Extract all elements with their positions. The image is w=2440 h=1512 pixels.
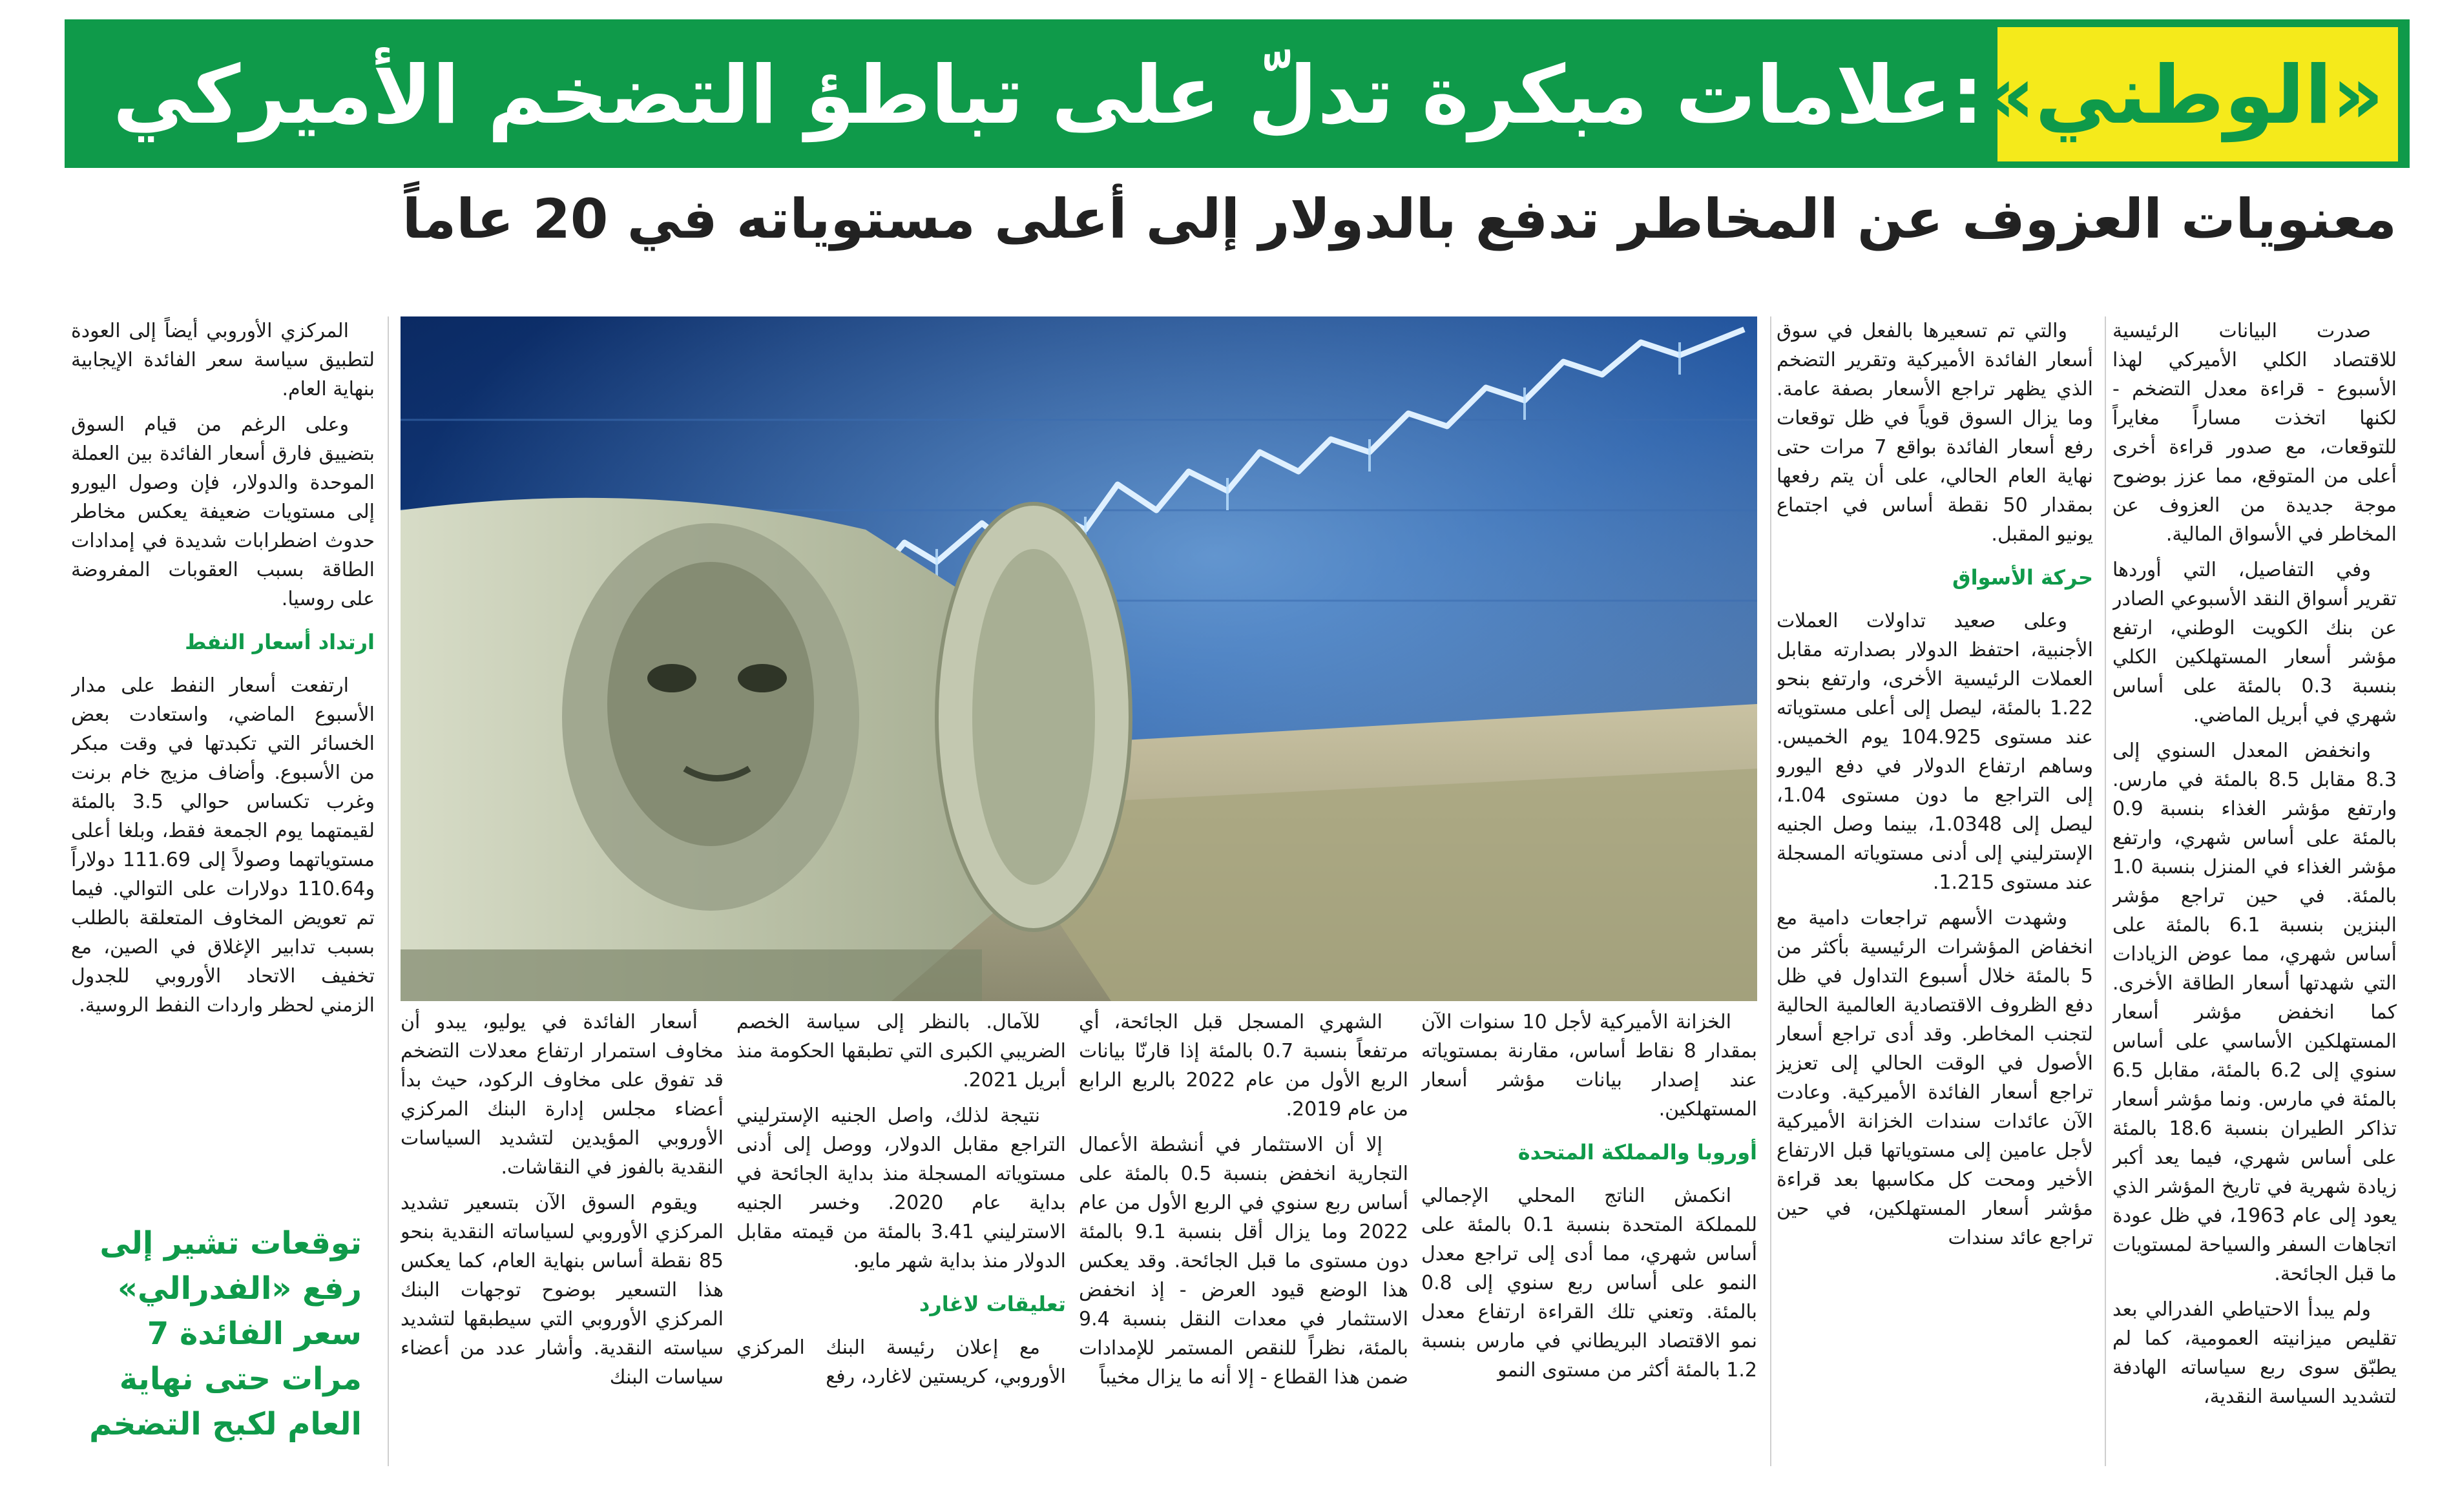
paragraph: وعلى الرغم من قيام السوق بتضييق فارق أسعار الفائدة بين العملة الموحدة والدولار، فإن وصول اليورو إلى مستويات ضعيفة يعكس مخاطر حدوث اضطرابات شديدة في إمدادات الطاقة بسبب العقوبات المفروضة على روسيا. [71,413,375,610]
article-column-1 [2112,316,2397,1479]
paragraph: نتيجة لذلك، واصل الجنيه الإسترليني التراجع مقابل الدولار، ووصل إلى أدنى مستوياته المسجلة منذ بداية الجائحة في بداية عام 2020. وخسر الجنيه الاسترليني 3.41 بالمئة من قيمته مقابل الدولار منذ بداية شهر مايو. [736,1104,1066,1272]
section-heading-markets: حركة الأسواق [1952,565,2093,590]
article-column-5 [736,1008,1066,1479]
column-divider [388,316,389,1466]
paragraph: مع إعلان رئيسة البنك المركزي الأوروبي، كريستين لاغارد، رفع [736,1336,1066,1388]
article-column-6 [401,1008,724,1479]
section-heading-europe: أوروبا والمملكة المتحدة [1517,1140,1757,1165]
paragraph: الشهري المسجل قبل الجائحة، أي مرتفعاً بنسبة 0.7 بالمئة إذا قارنّا بيانات الربع الأول من عام 2022 بالربع الرابع من عام 2019. [1079,1011,1408,1121]
paragraph: المركزي الأوروبي أيضاً إلى العودة لتطبيق سياسة سعر الفائدة الإيجابية بنهاية العام. [71,320,375,400]
paragraph: ولم يبدأ الاحتياطي الفدرالي بعد تقليص ميزانيته العمومية، كما لم يطبّق سوى ربع سياساته الهادفة لتشديد السياسة النقدية، [2112,1298,2397,1408]
subheadline: معنويات العزوف عن المخاطر تدفع بالدولار إلى أعلى مستوياته في 20 عاماً [402,187,2397,251]
pull-quote: توقعات تشير إلى رفع «الفدرالي» سعر الفائدة 7 مرات حتى نهاية العام لكبح التضخم [89,1225,362,1442]
headline-text: علامات مبكرة تدلّ على تباطؤ التضخم الأميركي [112,49,1952,142]
dollar-chart-illustration [401,316,1757,1001]
article-column-4 [1079,1008,1408,1479]
article-column-3 [1421,1008,1757,1479]
paragraph: الخزانة الأميركية لأجل 10 سنوات الآن بمقدار 8 نقاط أساس، مقارنة بمستوياته عند إصدار بيانات مؤشر أسعار المستهلكين. [1421,1011,1757,1121]
paragraph: وفي التفاصيل، التي أوردها تقرير أسواق النقد الأسبوعي الصادر عن بنك الكويت الوطني، ارتفع مؤشر أسعار المستهلكين الكلي بنسبة 0.3 بالمئة على أساس شهري في أبريل الماضي. [2112,559,2397,727]
headline-separator: : [1951,49,1984,142]
paragraph: وانخفض المعدل السنوي إلى 8.3 مقابل 8.5 بالمئة في مارس. وارتفع مؤشر الغذاء بنسبة 0.9 بالمئة على أساس شهري، وارتفع مؤشر الغذاء في المنزل بنسبة 1.0 بالمئة. في حين تراجع مؤشر البنزين بنسبة 6.1 بالمئة على أساس شهري، مما عوض الزيادات التي شهدتها أسعار الطاقة الأخرى. كما انخفض مؤشر أسعار المستهلكين الأساسي على أساس سنوي إلى 6.2 بالمئة، مقابل 6.5 بالمئة في مارس. ونما مؤشر أسعار تذاكر الطيران بنسبة 18.6 بالمئة على أساس شهري، فيما يعد أكبر زيادة شهرية في تاريخ المؤشر الذي يعود إلى عام 1963، في ظل عودة اتجاهات السفر والسياحة لمستويات ما قبل الجائحة. [2112,740,2397,1285]
column-divider [2105,316,2106,1466]
article-photo [401,316,1757,1001]
paragraph: أسعار الفائدة في يوليو، يبدو أن مخاوف استمرار ارتفاع معدلات التضخم قد تفوق على مخاوف الركود، حيث بدأ أعضاء مجلس إدارة البنك المركزي الأوروبي المؤيدين لتشديد السياسات النقدية بالفوز في النقاشات. [401,1011,724,1179]
paragraph: وعلى صعيد تداولات العملات الأجنبية، احتفظ الدولار بصدارته مقابل العملات الرئيسية الأخرى، وارتفع بنحو 1.22 بالمئة، ليصل إلى أعلى مستوياته عند مستوى 104.925 يوم الخميس. وساهم ارتفاع الدولار في دفع اليورو إلى التراجع ما دون مستوى 1.04، ليصل إلى 1.0348، بينما وصل الجنيه الإسترليني إلى أدنى مستوياته المسجلة عند مستوى 1.215. [1777,610,2093,894]
section-heading-lagarde: تعليقات لاغارد [919,1292,1066,1316]
paragraph: للآمال. بالنظر إلى سياسة الخصم الضريبي الكبرى التي تطبقها الحكومة منذ أبريل 2021. [736,1011,1066,1092]
paragraph: إلا أن الاستثمار في أنشطة الأعمال التجارية انخفض بنسبة 0.5 بالمئة على أساس ربع سنوي في الربع الأول من عام 2022 وما يزال أقل بنسبة 9.1 بالمئة دون مستوى ما قبل الجائحة. وقد يعكس هذا الوضع قيود العرض - إذ انخفض الاستثمار في معدات النقل بنسبة 9.4 بالمئة، نظراً للنقص المستمر للإمدادات ضمن هذا القطاع - إلا أنه ما يزال مخيباً [1079,1134,1408,1389]
section-heading-oil: ارتداد أسعار النفط [185,630,375,654]
paragraph: ارتفعت أسعار النفط على مدار الأسبوع الماضي، واستعادت بعض الخسائر التي تكبدتها في وقت مبكر من الأسبوع. وأضاف مزيج خام برنت وغرب تكساس حوالي 3.5 بالمئة لقيمتهما يوم الجمعة فقط، وبلغا أعلى مستوياتهما وصولاً إلى 111.69 دولاراً و110.64 دولارات على التوالي. فيما تم تعويض المخاوف المتعلقة بالطلب بسبب تدابير الإغلاق في الصين، مع تخفيف الاتحاد الأوروبي للجدول الزمني لحظر واردات النفط الروسية. [71,674,375,1017]
headline-banner [65,19,2410,168]
headline [84,31,2384,160]
article-column-7 [71,316,375,1208]
headline-brand: «الوطني» [1983,49,2384,142]
article-column-2 [1777,316,2093,1479]
paragraph: صدرت البيانات الرئيسية للاقتصاد الكلي الأميركي لهذا الأسبوع - قراءة معدل التضخم - لكنها اتخذت مساراً مغايراً للتوقعات، مع صدور قراءة أخرى أعلى من المتوقع، مما عزز بوضوح موجة جديدة من العزوف عن المخاطر في الأسواق المالية. [2112,320,2397,546]
paragraph: والتي تم تسعيرها بالفعل في سوق أسعار الفائدة الأميركية وتقرير التضخم الذي يظهر تراجع الأسعار بصفة عامة. وما يزال السوق قوياً في ظل توقعات رفع أسعار الفائدة بواقع 7 مرات حتى نهاية العام الحالي، على أن يتم رفعها بمقدار 50 نقطة أساس في اجتماع يونيو المقبل. [1777,320,2093,546]
column-divider [1770,316,1771,1466]
paragraph: ويقوم السوق الآن بتسعير تشديد المركزي الأوروبي لسياساته النقدية بنحو 85 نقطة أساس بنهاية العام، كما يعكس هذا التسعير بوضوح توجهات البنك المركزي الأوروبي التي سيطبقها لتشديد سياسته النقدية. وأشار عدد من أعضاء سياسات البنك [401,1192,724,1389]
paragraph: وشهدت الأسهم تراجعات دامية مع انخفاض المؤشرات الرئيسية بأكثر من 5 بالمئة خلال أسبوع التداول في ظل دفع الظروف الاقتصادية العالمية الحالية لتجنب المخاطر. وقد أدى تراجع أسعار الأصول في الوقت الحالي إلى تعزيز تراجع أسعار الفائدة الأميركية. وعادت الآن عائدات سندات الخزانة الأميركية لأجل عامين إلى مستوياتها قبل الارتفاع الأخير ومحت كل مكاسبها بعد قراءة مؤشر أسعار المستهلكين، في حين تراجع عائد سندات [1777,907,2093,1249]
paragraph: انكمش الناتج المحلي الإجمالي للمملكة المتحدة بنسبة 0.1 بالمئة على أساس شهري، مما أدى إلى تراجع معدل النمو على أساس ربع سنوي إلى 0.8 بالمئة. وتعني تلك القراءة ارتفاع معدل نمو الاقتصاد البريطاني في مارس بنسبة 1.2 بالمئة أكثر من مستوى النمو [1421,1185,1757,1382]
